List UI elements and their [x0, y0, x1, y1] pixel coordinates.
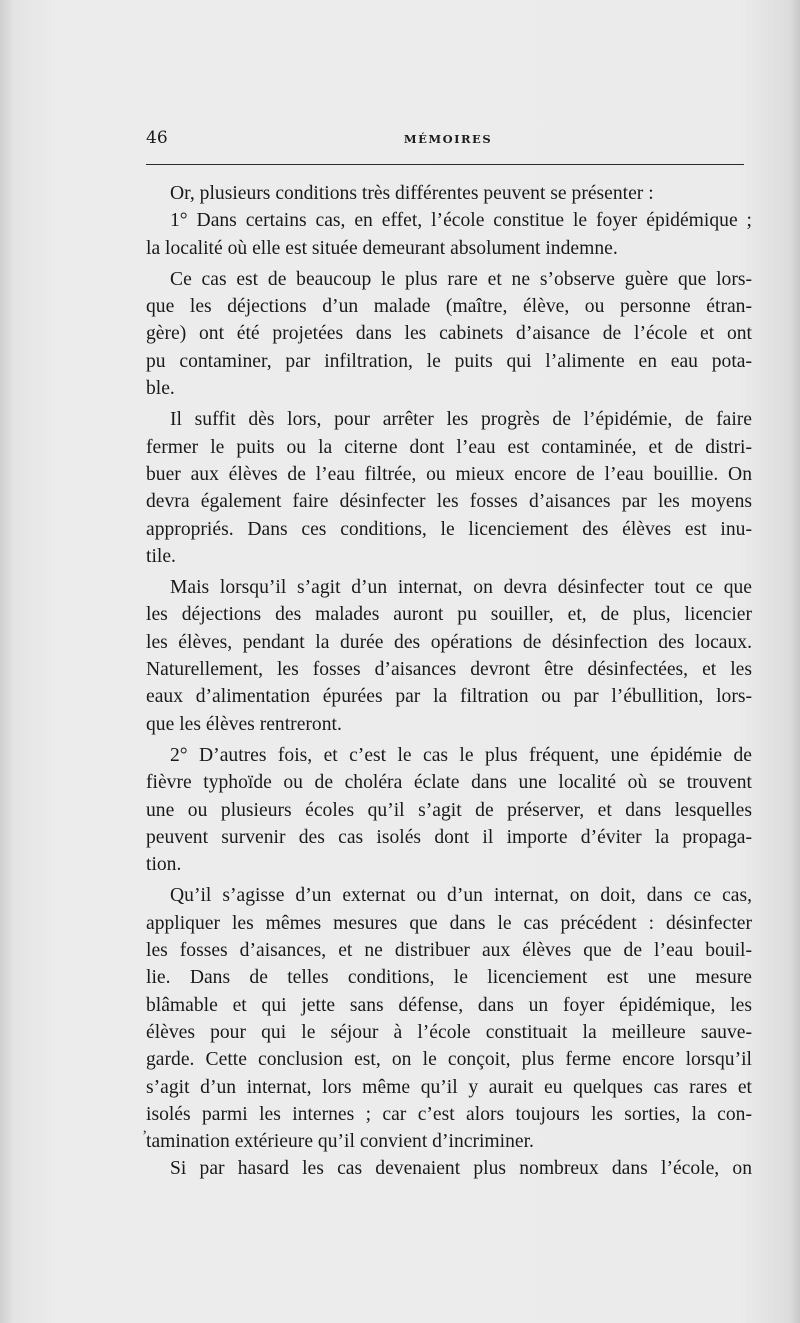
text-line: tion. [146, 854, 182, 876]
text-line: buer aux élèves de l’eau filtrée, ou mieux encore de l’eau bouillie. On [146, 463, 752, 485]
paragraph [146, 574, 752, 738]
text-line: appliquer les mêmes mesures que dans le cas précédent : désinfecter [146, 912, 752, 934]
text-line: tile. [146, 545, 176, 567]
text-line: les fosses d’aisances, et ne distribuer aux élèves que de l’eau bouil- [146, 940, 752, 962]
text-line: appropriés. Dans ces conditions, le licenciement des élèves est inu- [146, 518, 752, 540]
paragraph [146, 1155, 752, 1182]
text-line: fermer le puits ou la citerne dont l’eau est contaminée, et de distri- [146, 436, 752, 458]
page-number: 46 [146, 128, 168, 148]
text-line: garde. Cette conclusion est, on le conçoit, plus ferme encore lorsqu’il [146, 1049, 752, 1071]
text-line: eaux d’alimentation épurées par la filtration ou par l’ébullition, lors- [146, 686, 752, 708]
page-header [146, 128, 750, 158]
paragraph [146, 207, 752, 262]
text-line: que les déjections d’un malade (maître, élève, ou personne étran- [146, 296, 752, 318]
text-line: peuvent survenir des cas isolés dont il importe d’éviter la propaga- [146, 826, 752, 848]
text-line: lie. Dans de telles conditions, le licenciement est une mesure [146, 967, 752, 989]
text-line: les déjections des malades auront pu souiller, et, de plus, licencier [146, 604, 752, 626]
text-line: la localité où elle est située demeurant absolument indemne. [146, 237, 618, 259]
text-line: s’agit d’un internat, lors même qu’il y aurait eu quelques cas rares et [146, 1076, 752, 1098]
text-line: Il suffit dès lors, pour arrêter les progrès de l’épidémie, de faire [170, 409, 752, 431]
text-line: Si par hasard les cas devenaient plus nombreux dans l’école, on [170, 1158, 752, 1180]
text-line: pu contaminer, par infiltration, le puits qui l’alimente en eau pota- [146, 350, 752, 372]
paragraph [146, 742, 752, 878]
text-line: fièvre typhoïde ou de choléra éclate dans une localité où se trouvent [146, 772, 752, 794]
margin-speck: ’ [142, 1128, 148, 1145]
paragraph [146, 882, 752, 1155]
running-title: MÉMOIRES [403, 132, 493, 146]
paragraph [146, 180, 752, 207]
text-line: Or, plusieurs conditions très différentes peuvent se présenter : [170, 183, 654, 204]
text-line: Mais lorsqu’il s’agit d’un internat, on devra désinfecter tout ce que [170, 577, 752, 599]
text-line: Naturellement, les fosses d’aisances devront être désinfectées, et les [146, 659, 752, 681]
text-line: gère) ont été projetées dans les cabinets d’aisance de l’école et ont [146, 323, 752, 345]
text-line: isolés parmi les internes ; car c’est alors toujours les sorties, la con- [146, 1103, 752, 1125]
text-line: 2° D’autres fois, et c’est le cas le plus fréquent, une épidémie de [170, 744, 752, 766]
text-line: Ce cas est de beaucoup le plus rare et ne s’observe guère que lors- [170, 268, 752, 290]
text-line: tamination extérieure qu’il convient d’incriminer. [146, 1131, 534, 1153]
header-rule [146, 164, 744, 165]
body-text [146, 180, 752, 1183]
text-line: élèves pour qui le séjour à l’école constituait la meilleure sauve- [146, 1021, 752, 1043]
text-line: les élèves, pendant la durée des opérations de désinfection des locaux. [146, 631, 752, 653]
text-line: Qu’il s’agisse d’un externat ou d’un internat, on doit, dans ce cas, [170, 885, 752, 907]
text-line: une ou plusieurs écoles qu’il s’agit de préserver, et dans lesquelles [146, 799, 752, 821]
text-line: que les élèves rentreront. [146, 713, 342, 735]
text-line: 1° Dans certains cas, en effet, l’école constitue le foyer épidémique ; [170, 210, 752, 232]
paragraph [146, 266, 752, 402]
text-line: devra également faire désinfecter les fosses d’aisances par les moyens [146, 491, 752, 513]
text-line: blâmable et qui jette sans défense, dans un foyer épidémique, les [146, 994, 752, 1016]
paragraph [146, 406, 752, 570]
text-line: ble. [146, 378, 175, 400]
